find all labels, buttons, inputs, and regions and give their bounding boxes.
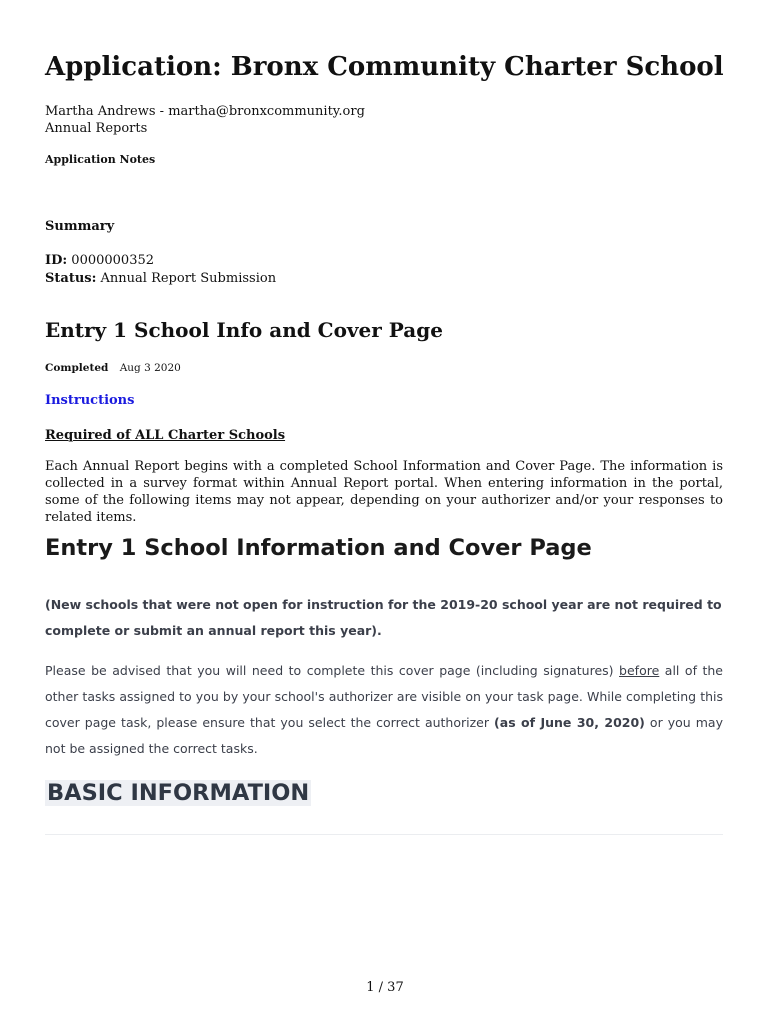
page-indicator: 1 / 37 bbox=[366, 980, 404, 995]
instructions-link[interactable]: Instructions bbox=[45, 393, 135, 408]
new-schools-note: (New schools that were not open for instruction for the 2019-20 school year are not required to complete or submit an annual report this year). bbox=[45, 597, 722, 638]
applicant-contact: Martha Andrews - martha@bronxcommunity.org bbox=[45, 104, 365, 119]
section-heading: Entry 1 School Information and Cover Page bbox=[45, 535, 592, 561]
application-notes-label: Application Notes bbox=[45, 153, 156, 166]
summary-status-row bbox=[45, 270, 276, 288]
applicant-info bbox=[45, 103, 365, 137]
section-divider bbox=[45, 834, 723, 835]
status-label: Status: bbox=[45, 271, 97, 286]
summary-id-row bbox=[45, 252, 276, 270]
advise-text-2: all of the other tasks assigned to you by your school's authorizer are visible on your task page. While completing this cover page task, please ensure that you select the correct authorizer bbox=[45, 663, 723, 730]
page-title: Application: Bronx Community Charter School bbox=[45, 52, 724, 82]
summary-heading: Summary bbox=[45, 219, 115, 234]
id-value: 0000000352 bbox=[71, 253, 155, 268]
report-category: Annual Reports bbox=[45, 121, 148, 136]
entry-title: Entry 1 School Info and Cover Page bbox=[45, 318, 443, 342]
advise-bold: (as of June 30, 2020) bbox=[494, 715, 645, 730]
id-label: ID: bbox=[45, 253, 68, 268]
advise-text-3: or you may not be assigned the correct tasks. bbox=[45, 715, 723, 756]
advisory-paragraph bbox=[45, 658, 723, 762]
basic-information-heading: BASIC INFORMATION bbox=[47, 780, 310, 806]
required-heading: Required of ALL Charter Schools bbox=[45, 428, 286, 443]
advise-text-1: Please be advised that you will need to complete this cover page (including signatures) bbox=[45, 663, 620, 678]
completed-label: Completed bbox=[45, 362, 109, 374]
advise-underlined: before bbox=[619, 663, 660, 678]
summary-block bbox=[45, 252, 276, 288]
intro-paragraph: Each Annual Report begins with a completed School Information and Cover Page. The information is collected in a survey format within Annual Report portal. When entering information in the portal, some of the following items may not appear, depending on your authorizer and/or your responses to related items. bbox=[45, 459, 723, 525]
status-value: Annual Report Submission bbox=[100, 271, 277, 286]
completed-date: Aug 3 2020 bbox=[119, 362, 181, 374]
completion-status bbox=[45, 362, 181, 374]
